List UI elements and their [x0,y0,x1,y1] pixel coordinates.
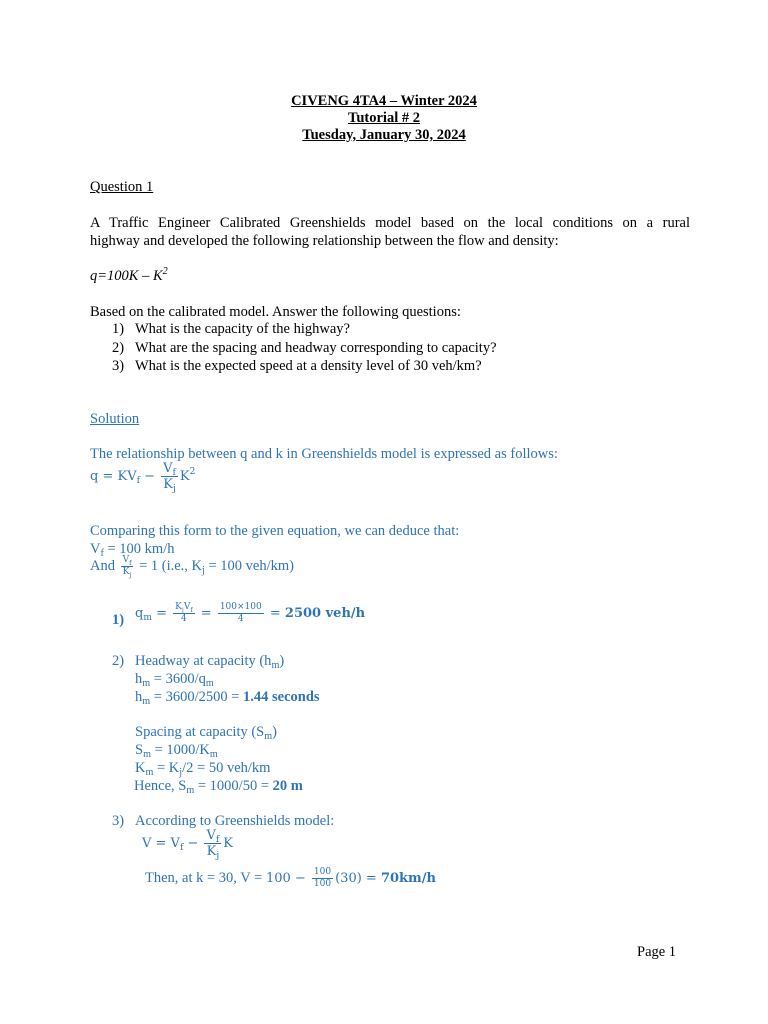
answer-2-spacing-formula: $S_m = 1000/K_m$ [135,742,218,760]
spacing-result: 20 m [272,778,303,794]
jam-density-relation: And $\frac{V_f}{K_j}$ = 1 (i.e., $K_j = 100$ veh/km) [90,555,294,579]
question-item-3: 3) What is the expected speed at a density level of 30 veh/km? [112,358,482,374]
speed-result: 70km/h [380,871,437,886]
answer-3-line1: 3) According to Greenshields model: [112,813,335,829]
question-item-2: 2) What are the spacing and headway corresponding to capacity? [112,340,497,356]
answer-2-headway-formula: $h_m = 3600/q_m$ [135,671,214,689]
question-item-1: 1) What is the capacity of the highway? [112,321,350,337]
question-equation: $q=100K - K^2$ [90,266,168,284]
answer-2-line1: 2) Headway at capacity $(h_m)$ [112,653,285,671]
answer-3-speed-equation: $V = V_f$ − $\frac{V_f}{K_j}$ K [142,828,233,861]
question-prompt: Based on the calibrated model. Answer the following questions: [90,304,461,320]
answer-2-spacing-value: Hence, $S_m = 1000/50 = 20$ m [134,778,303,796]
page-number: Page 1 [637,944,677,960]
free-flow-speed-value: $V_f = 100$ km/h [90,541,175,559]
solution-heading: Solution [90,411,140,427]
answer-2-spacing-heading: Spacing at capacity $(S_m)$ [135,724,277,742]
question-intro-line1: A Traffic Engineer Calibrated Greenshields model based on the local conditions on a rural [90,215,690,231]
answer-3-speed-result-line: Then, at k = 30, V = 100 − $\frac{100}{100}$ (30) = 70km/h [145,867,437,889]
doc-title-course: CIVENG 4TA4 – Winter 2024 [291,93,477,109]
answer-2-km-value: $K_m = K_j/2 = 50$ veh/km [135,760,271,778]
answer-2-headway-value: $h_m = 3600/2500 = 1.44$ seconds [135,689,320,707]
answer-1-capacity-equation: $q_m$ = $\frac{K_jV_f}{4}$ = $\frac{100\times 100}{4}$ = 2500 veh/h [135,602,366,624]
greenshields-flow-equation: $q = KV_f$ − $\frac{V_f}{K_j}$ $K^2$ [90,461,196,494]
doc-title-tutorial: Tutorial # 2 [348,110,420,126]
question-heading: Question 1 [90,179,154,195]
question-intro-line2: highway and developed the following relationship between the flow and density: [90,233,559,249]
solution-comparing-text: Comparing this form to the given equation, we can deduce that: [90,523,460,539]
answer-1-number: 1) [112,612,125,628]
doc-title-date: Tuesday, January 30, 2024 [302,127,466,143]
capacity-result: 2500 veh/h [284,606,366,621]
solution-relationship-text: The relationship between q and k in Greenshields model is expressed as follows: [90,446,558,462]
headway-result: 1.44 seconds [243,689,320,705]
